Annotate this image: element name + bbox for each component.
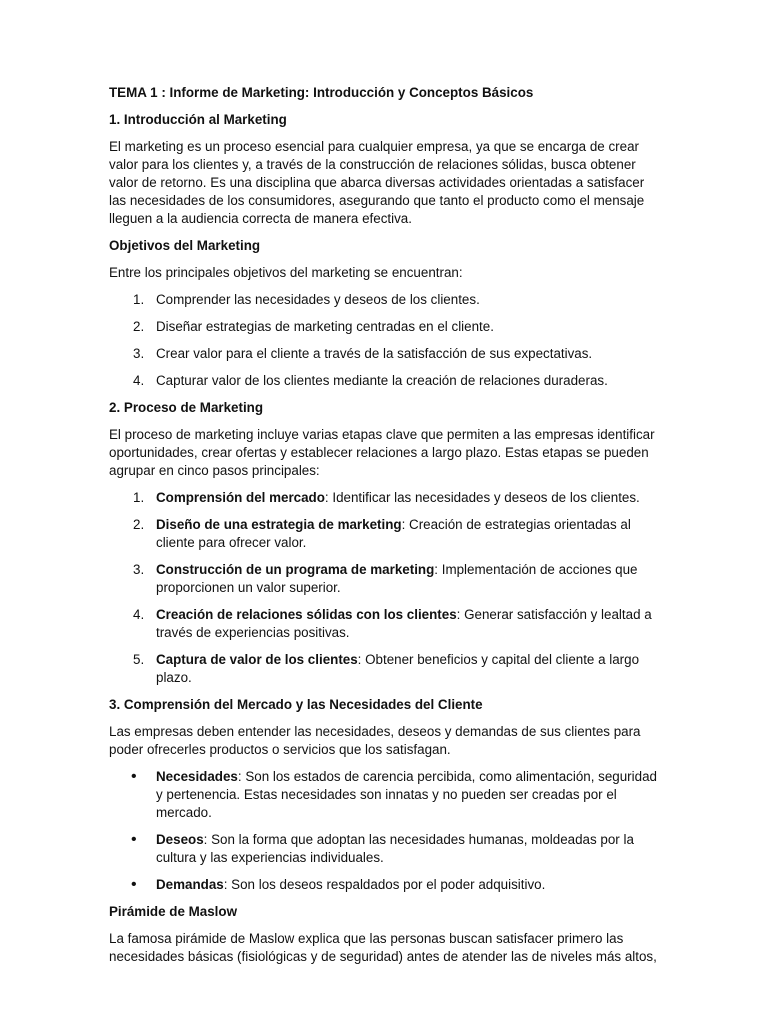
list-item bbox=[109, 606, 657, 642]
step-term: Captura de valor de los clientes bbox=[156, 652, 358, 667]
bullet-description: : Son los deseos respaldados por el poder adquisitivo. bbox=[223, 877, 546, 892]
bullet-icon: • bbox=[131, 876, 137, 893]
objectives-intro: Entre los principales objetivos del marketing se encuentran: bbox=[109, 265, 463, 280]
process-steps-list bbox=[109, 489, 657, 687]
list-number: 2. bbox=[133, 517, 145, 532]
bullet-icon: • bbox=[131, 768, 137, 785]
list-item-text: Capturar valor de los clientes mediante la creación de relaciones duraderas. bbox=[156, 373, 608, 388]
needs-bullet-list bbox=[109, 768, 657, 894]
list-item bbox=[109, 372, 657, 390]
section-3-paragraph: Las empresas deben entender las necesidades, deseos y demandas de sus clientes para poder ofrecerles productos o servicios que los satisfagan. bbox=[109, 724, 641, 757]
objectives-heading: Objetivos del Marketing bbox=[109, 238, 261, 253]
list-number: 1. bbox=[133, 292, 145, 307]
section-2-heading: 2. Proceso de Marketing bbox=[109, 400, 264, 415]
list-item bbox=[109, 318, 657, 336]
document-title: TEMA 1 : Informe de Marketing: Introducción y Conceptos Básicos bbox=[109, 85, 534, 100]
bullet-term: Deseos bbox=[156, 832, 204, 847]
list-item bbox=[109, 831, 657, 867]
list-item-text: Diseñar estrategias de marketing centradas en el cliente. bbox=[156, 319, 494, 334]
list-number: 1. bbox=[133, 490, 145, 505]
bullet-term: Demandas bbox=[156, 877, 224, 892]
section-1-heading: 1. Introducción al Marketing bbox=[109, 112, 287, 127]
step-term: Creación de relaciones sólidas con los clientes bbox=[156, 607, 457, 622]
step-description: : Creación de estrategias orientadas al cliente para ofrecer valor. bbox=[156, 517, 631, 550]
section-3-heading: 3. Comprensión del Mercado y las Necesidades del Cliente bbox=[109, 697, 483, 712]
list-number: 2. bbox=[133, 319, 145, 334]
maslow-paragraph: La famosa pirámide de Maslow explica que las personas buscan satisfacer primero las necesidades básicas (fisiológicas y de seguridad) antes de atender las de niveles más altos, bbox=[109, 931, 657, 964]
bullet-description: : Son los estados de carencia percibida, como alimentación, seguridad y pertenencia. Estas necesidades son innatas y no pueden ser creadas por el mercado. bbox=[156, 769, 657, 820]
list-item bbox=[109, 876, 657, 894]
maslow-heading: Pirámide de Maslow bbox=[109, 904, 237, 919]
list-number: 4. bbox=[133, 373, 145, 388]
step-term: Diseño de una estrategia de marketing bbox=[156, 517, 402, 532]
list-item bbox=[109, 489, 657, 507]
step-description: : Generar satisfacción y lealtad a través de experiencias positivas. bbox=[156, 607, 652, 640]
bullet-term: Necesidades bbox=[156, 769, 238, 784]
section-2-paragraph: El proceso de marketing incluye varias etapas clave que permiten a las empresas identificar oportunidades, crear ofertas y establecer relaciones a largo plazo. Estas etapas se pueden agrupar en cinco pasos principales: bbox=[109, 427, 655, 478]
list-item bbox=[109, 768, 657, 822]
list-item bbox=[109, 651, 657, 687]
step-description: : Identificar las necesidades y deseos de los clientes. bbox=[324, 490, 640, 505]
list-item bbox=[109, 516, 657, 552]
section-1-paragraph: El marketing es un proceso esencial para cualquier empresa, ya que se encarga de crear valor para los clientes y, a través de la construcción de relaciones sólidas, busca obtener valor de retorno. Es una disciplina que abarca diversas actividades orientadas a satisfacer las necesidades de los consumidores, asegurando que tanto el producto como el mensaje lleguen a la audiencia correcta de manera efectiva. bbox=[109, 139, 645, 226]
list-number: 3. bbox=[133, 346, 145, 361]
list-item-text: Comprender las necesidades y deseos de los clientes. bbox=[156, 292, 480, 307]
bullet-icon: • bbox=[131, 831, 137, 848]
list-item bbox=[109, 291, 657, 309]
objectives-list bbox=[109, 291, 657, 390]
list-item bbox=[109, 561, 657, 597]
bullet-description: : Son la forma que adoptan las necesidades humanas, moldeadas por la cultura y las experiencias individuales. bbox=[156, 832, 634, 865]
step-term: Comprensión del mercado bbox=[156, 490, 325, 505]
list-number: 4. bbox=[133, 607, 145, 622]
step-description: : Obtener beneficios y capital del cliente a largo plazo. bbox=[156, 652, 640, 685]
list-number: 3. bbox=[133, 562, 145, 577]
list-item bbox=[109, 345, 657, 363]
list-item-text: Crear valor para el cliente a través de la satisfacción de sus expectativas. bbox=[156, 346, 593, 361]
document-page bbox=[109, 84, 657, 975]
step-description: : Implementación de acciones que proporcionen un valor superior. bbox=[156, 562, 638, 595]
list-number: 5. bbox=[133, 652, 145, 667]
step-term: Construcción de un programa de marketing bbox=[156, 562, 435, 577]
